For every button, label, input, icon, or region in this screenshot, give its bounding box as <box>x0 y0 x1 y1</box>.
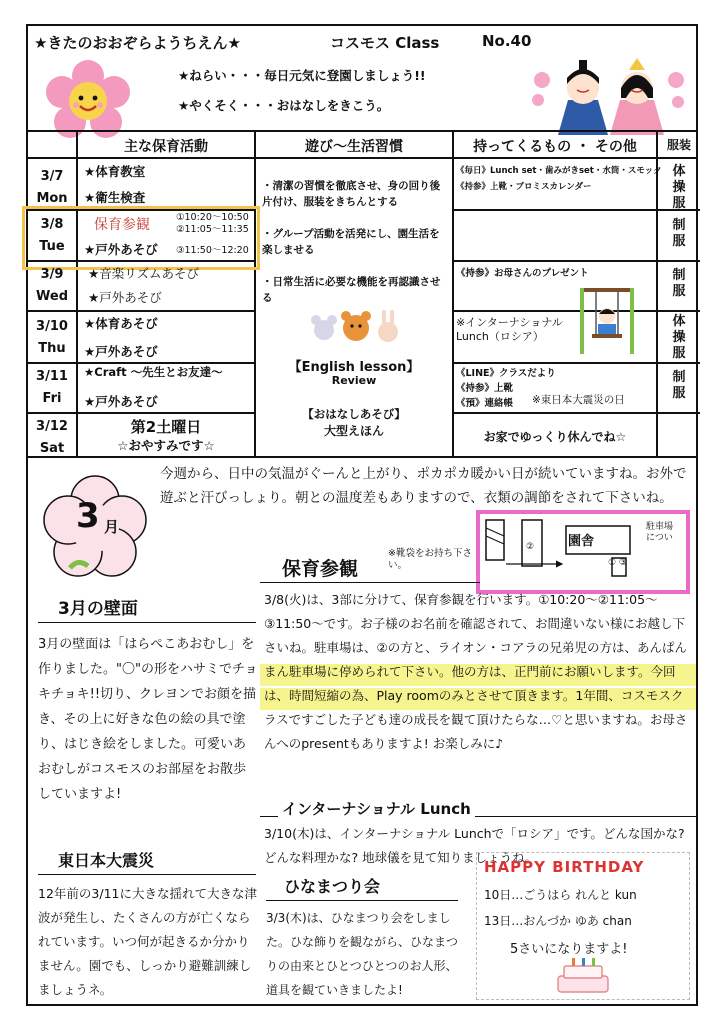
wall-title-underline <box>38 622 256 623</box>
activity-thu-2: ★戸外あそび <box>84 344 158 359</box>
observation-title-underline <box>260 582 480 583</box>
row-line <box>452 362 700 364</box>
bring-thu: ※インターナショナル Lunch（ロシア） <box>456 316 563 343</box>
birthday-title: HAPPY BIRTHDAY <box>484 858 645 876</box>
bring-mon-2: 《持参》上靴・ブロミスカレンダー <box>456 182 592 192</box>
activity-mon-1: ★体育教室 <box>84 164 146 179</box>
activity-fri-2: ★戸外あそび <box>84 394 158 409</box>
birthday-line-2: 13日…おんづか ゆあ chan <box>484 914 632 928</box>
english-title: 【English lesson】 <box>288 360 420 375</box>
activity-fri-1: ★Craft ～先生とお友達～ <box>84 365 223 379</box>
bring-sat: お家でゆっくり休んでね☆ <box>483 430 627 444</box>
date-tue: 3/8 Tue <box>39 217 65 254</box>
english-sub: Review <box>331 374 377 387</box>
activity-tue-note-2: ③11:50～12:20 <box>176 245 249 256</box>
hina-text: 3/3(木)は、ひなまつり会をしました。ひな飾りを観ながら、ひなまつりの由来とひとつひとつのお人形、道具を観ていきましたよ! <box>266 911 459 997</box>
promise-text: ★やくそく・・・おはなしをきこう。 <box>178 98 390 113</box>
class-name: コスモス Class <box>330 34 440 52</box>
row-line <box>28 310 254 312</box>
date-sat: 3/12 Sat <box>36 419 68 456</box>
birthday-cake-icon <box>548 956 618 996</box>
bring-fri-3: 《預》連絡帳 <box>456 398 514 409</box>
bring-wed: 《持参》お母さんのプレゼント <box>456 268 589 279</box>
activity-tue-1: 保育参観 <box>94 217 150 233</box>
lunch-title: インターナショナル Lunch <box>278 798 475 819</box>
issue-number: No.40 <box>482 32 532 50</box>
activity-wed-1: ★音楽リズムあそび <box>88 266 199 281</box>
birthday-line-3: 5さいになりますよ! <box>510 942 628 957</box>
map-circles: ① ③ <box>608 558 627 568</box>
header-bring: 持ってくるもの ・ その他 <box>473 139 637 155</box>
header-activities: 主な保育活動 <box>124 139 208 155</box>
observation-title: 保育参観 <box>282 558 359 580</box>
observation-highlight <box>22 206 260 270</box>
col-divider-play <box>452 130 454 456</box>
row-line <box>28 412 254 414</box>
map-parking-label: 駐車場につい <box>646 522 674 543</box>
clothes-mon: 体 操 服 <box>672 164 686 211</box>
activity-sat-1: 第2土曜日 <box>130 418 202 436</box>
aim-text: ★ねらい・・・毎日元気に登園しましょう!! <box>178 68 426 83</box>
quake-title-underline <box>38 874 256 875</box>
table-bottom-line <box>28 456 696 458</box>
story-sub: 大型えほん <box>323 424 384 438</box>
school-name: ★きたのおおぞらようちえん★ <box>34 34 241 52</box>
clothes-thu: 体 操 服 <box>672 314 686 361</box>
habit-3: ・日常生活に必要な機能を再認識させる <box>262 276 441 304</box>
header-play: 遊び～生活習慣 <box>305 139 403 155</box>
wall-title: 3月の壁面 <box>58 599 138 619</box>
activity-wed-2: ★戸外あそび <box>88 290 162 305</box>
map-building: 園舎 <box>568 534 595 549</box>
bring-fri-1: 《LINE》クラスだより <box>456 368 556 379</box>
bring-fri-note: ※東日本大震災の日 <box>532 394 625 406</box>
table-header-line <box>28 157 696 159</box>
observation-note: ※靴袋をお持ち下さい。 <box>388 548 472 571</box>
activity-thu-1: ★体育あそび <box>84 316 158 331</box>
activity-sat-2: ☆おやすみです☆ <box>117 438 215 453</box>
swing-child-icon <box>576 284 638 358</box>
quake-text: 12年前の3/11に大きな揺れて大きな津波が発生し、たくさんの方が亡くなられています。いつ何が起きるか分かりません。園でも、しっかり避難訓練しましょうネ。 <box>38 886 257 997</box>
wall-text: 3月の壁面は「はらぺこあおむし」を作りました。"〇"の形をハサミでチョキチョキ!!切り、クレヨンでお顔を描き、その上に好きな色の絵の具で塗り、はじき絵をしました。可愛いあおむしがコスモスのお部屋をお散歩していますよ! <box>38 637 258 802</box>
bring-fri-2: 《持参》上靴 <box>456 383 514 394</box>
clothes-wed: 制 服 <box>672 268 686 299</box>
row-line <box>452 260 700 262</box>
hina-title-underline <box>266 900 458 901</box>
quake-title: 東日本大震災 <box>58 851 155 870</box>
animals-icon <box>310 308 402 348</box>
activity-tue-2: ★戸外あそび <box>84 242 158 257</box>
observation-text: 3/8(火)は、3部に分けて、保育参観を行います。①10:20～②11:05～③11:50～です。お子様のお名前を確認されて、お間違いない様にお越し下さいね。駐車場は、②の方と、ライオン・コアラの兄弟児の方は、あんぱんまん駐車場に停められて下さい。他の方は、正門前にお願いします。今回は、時間短縮の為、Play roomのみとさせて頂きます。1年間、コスモスクラスですごした子ども達の成長を観て頂けたらな…♡と思いますね。お母さんへのpresentもありますよ! お楽しみに♪ <box>264 592 688 751</box>
story-title: 【おはなしあそび】 <box>302 407 406 421</box>
bring-mon-1: 《毎日》Lunch set・歯みがきset・水筒・スモック <box>456 166 662 176</box>
march-intro: 今週から、日中の気温がぐーんと上がり、ポカポカ暖かい日が続いていますね。お外で遊ぶと汗びっしょり。朝との温度差もありますので、衣類の調節をされて下さいね。 <box>160 466 687 506</box>
hina-title: ひなまつり会 <box>284 877 381 896</box>
activity-mon-2: ★衛生検査 <box>84 190 146 205</box>
date-mon: 3/7 Mon <box>36 169 68 206</box>
birthday-line-1: 10日…ごうはら れんと kun <box>484 888 637 902</box>
newsletter-page <box>26 24 698 1006</box>
col-divider-date <box>76 130 78 456</box>
table-top-line <box>28 130 696 132</box>
clothes-fri: 制 服 <box>672 370 686 401</box>
clothes-tue: 制 服 <box>672 218 686 249</box>
date-fri: 3/11 Fri <box>36 369 68 406</box>
date-wed: 3/9 Wed <box>36 267 68 304</box>
header-clothes: 服装 <box>666 138 691 152</box>
habit-2: ・グループ活動を活発にし、園生活を楽しませる <box>262 228 440 256</box>
habit-1: ・清潔の習慣を徹底させ、身の回り後片付け、服装をきちんとする <box>262 180 441 208</box>
row-line <box>452 412 700 414</box>
date-thu: 3/10 Thu <box>36 319 68 356</box>
activity-tue-note-1: ①10:20～10:50 ②11:05～11:35 <box>176 212 249 235</box>
map-circle-2: ② <box>526 542 535 552</box>
march-badge-number: 3 <box>76 496 100 536</box>
march-badge-unit: 月 <box>104 518 120 536</box>
hina-dolls-icon <box>528 40 688 140</box>
lunch-text: 3/10(木)は、インターナショナル Lunchで「ロシア」です。どんな国かな? どんな料理かな? 地球儀を見て知りましょうね。 <box>264 826 685 865</box>
